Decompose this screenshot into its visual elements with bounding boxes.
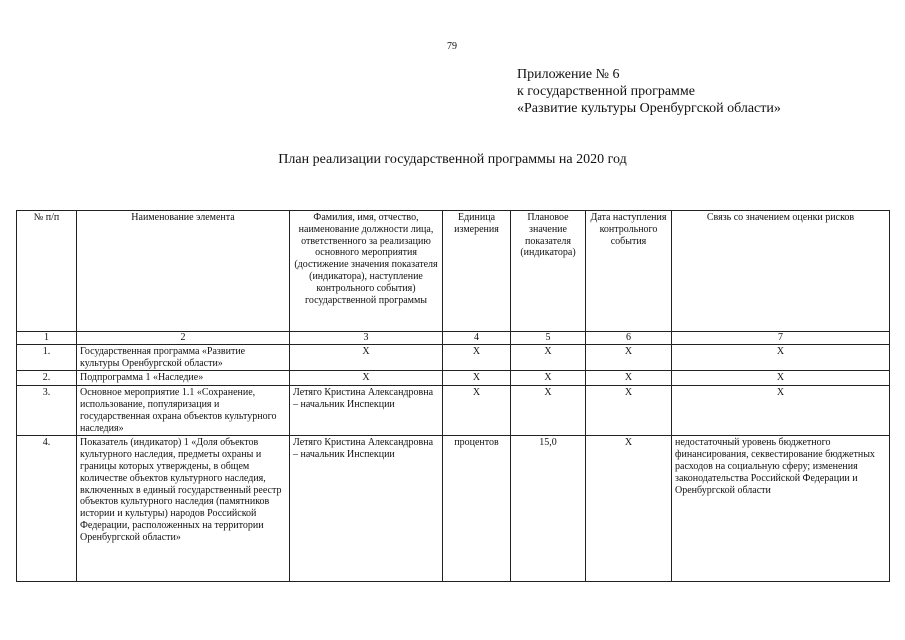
- header-name: Наименование элемента: [77, 211, 290, 332]
- header-date: Дата наступления контрольного события: [586, 211, 672, 332]
- row-risk: недостаточный уровень бюджетного финансирования, секвестирование бюджетных расходов на социальную сферу; изменения законодательства Российской Федерации и Оренбургской области: [672, 436, 890, 582]
- column-number: 4: [443, 332, 511, 345]
- row-planned: X: [511, 386, 586, 436]
- row-responsible: X: [290, 344, 443, 371]
- column-number: 1: [17, 332, 77, 345]
- plan-table: [16, 210, 890, 582]
- table-row: [17, 371, 890, 386]
- column-number: 2: [77, 332, 290, 345]
- row-planned: X: [511, 344, 586, 371]
- row-unit: процентов: [443, 436, 511, 582]
- row-num: 1.: [17, 344, 77, 371]
- row-date: X: [586, 344, 672, 371]
- row-name: Подпрограмма 1 «Наследие»: [77, 371, 290, 386]
- row-name: Государственная программа «Развитие культуры Оренбургской области»: [77, 344, 290, 371]
- row-responsible: Летяго Кристина Александровна – начальник Инспекции: [290, 436, 443, 582]
- header-num: № п/п: [17, 211, 77, 332]
- page-title: План реализации государственной программы на 2020 год: [278, 152, 627, 167]
- column-number: 6: [586, 332, 672, 345]
- header-responsible: Фамилия, имя, отчество, наименование должности лица, ответственного за реализацию основного мероприятия (достижение значения показателя (индикатора), наступление контрольного события) государственной программы: [290, 211, 443, 332]
- row-unit: X: [443, 386, 511, 436]
- table-row: [17, 386, 890, 436]
- row-date: X: [586, 386, 672, 436]
- column-number: 7: [672, 332, 890, 345]
- row-unit: X: [443, 371, 511, 386]
- row-name: Показатель (индикатор) 1 «Доля объектов культурного наследия, предметы охраны и границы которых утверждены, в общем количестве объектов культурного наследия, включенных в единый государственный реестр объектов культурного наследия (памятников истории и культуры) народов Российской Федерации, расположенных на территории Оренбургской области»: [77, 436, 290, 582]
- header-planned: Плановое значение показателя (индикатора): [511, 211, 586, 332]
- appendix-line-1: Приложение № 6: [517, 67, 620, 82]
- row-num: 2.: [17, 371, 77, 386]
- table-row: [17, 436, 890, 582]
- header-unit: Единица измерения: [443, 211, 511, 332]
- row-risk: X: [672, 344, 890, 371]
- column-number-row: [17, 332, 890, 345]
- column-number: 5: [511, 332, 586, 345]
- column-number: 3: [290, 332, 443, 345]
- row-unit: X: [443, 344, 511, 371]
- appendix-header: [517, 66, 781, 117]
- row-num: 4.: [17, 436, 77, 582]
- page-number: 79: [447, 41, 457, 52]
- row-date: X: [586, 436, 672, 582]
- row-name: Основное мероприятие 1.1 «Сохранение, использование, популяризация и государственная охрана объектов культурного наследия»: [77, 386, 290, 436]
- row-planned: X: [511, 371, 586, 386]
- row-num: 3.: [17, 386, 77, 436]
- table-row: [17, 344, 890, 371]
- appendix-line-3: «Развитие культуры Оренбургской области»: [517, 101, 781, 116]
- row-responsible: Летяго Кристина Александровна – начальник Инспекции: [290, 386, 443, 436]
- row-date: X: [586, 371, 672, 386]
- row-risk: X: [672, 371, 890, 386]
- table-header-row: [17, 211, 890, 332]
- row-responsible: X: [290, 371, 443, 386]
- row-risk: X: [672, 386, 890, 436]
- row-planned: 15,0: [511, 436, 586, 582]
- appendix-line-2: к государственной программе: [517, 84, 695, 99]
- header-risk: Связь со значением оценки рисков: [672, 211, 890, 332]
